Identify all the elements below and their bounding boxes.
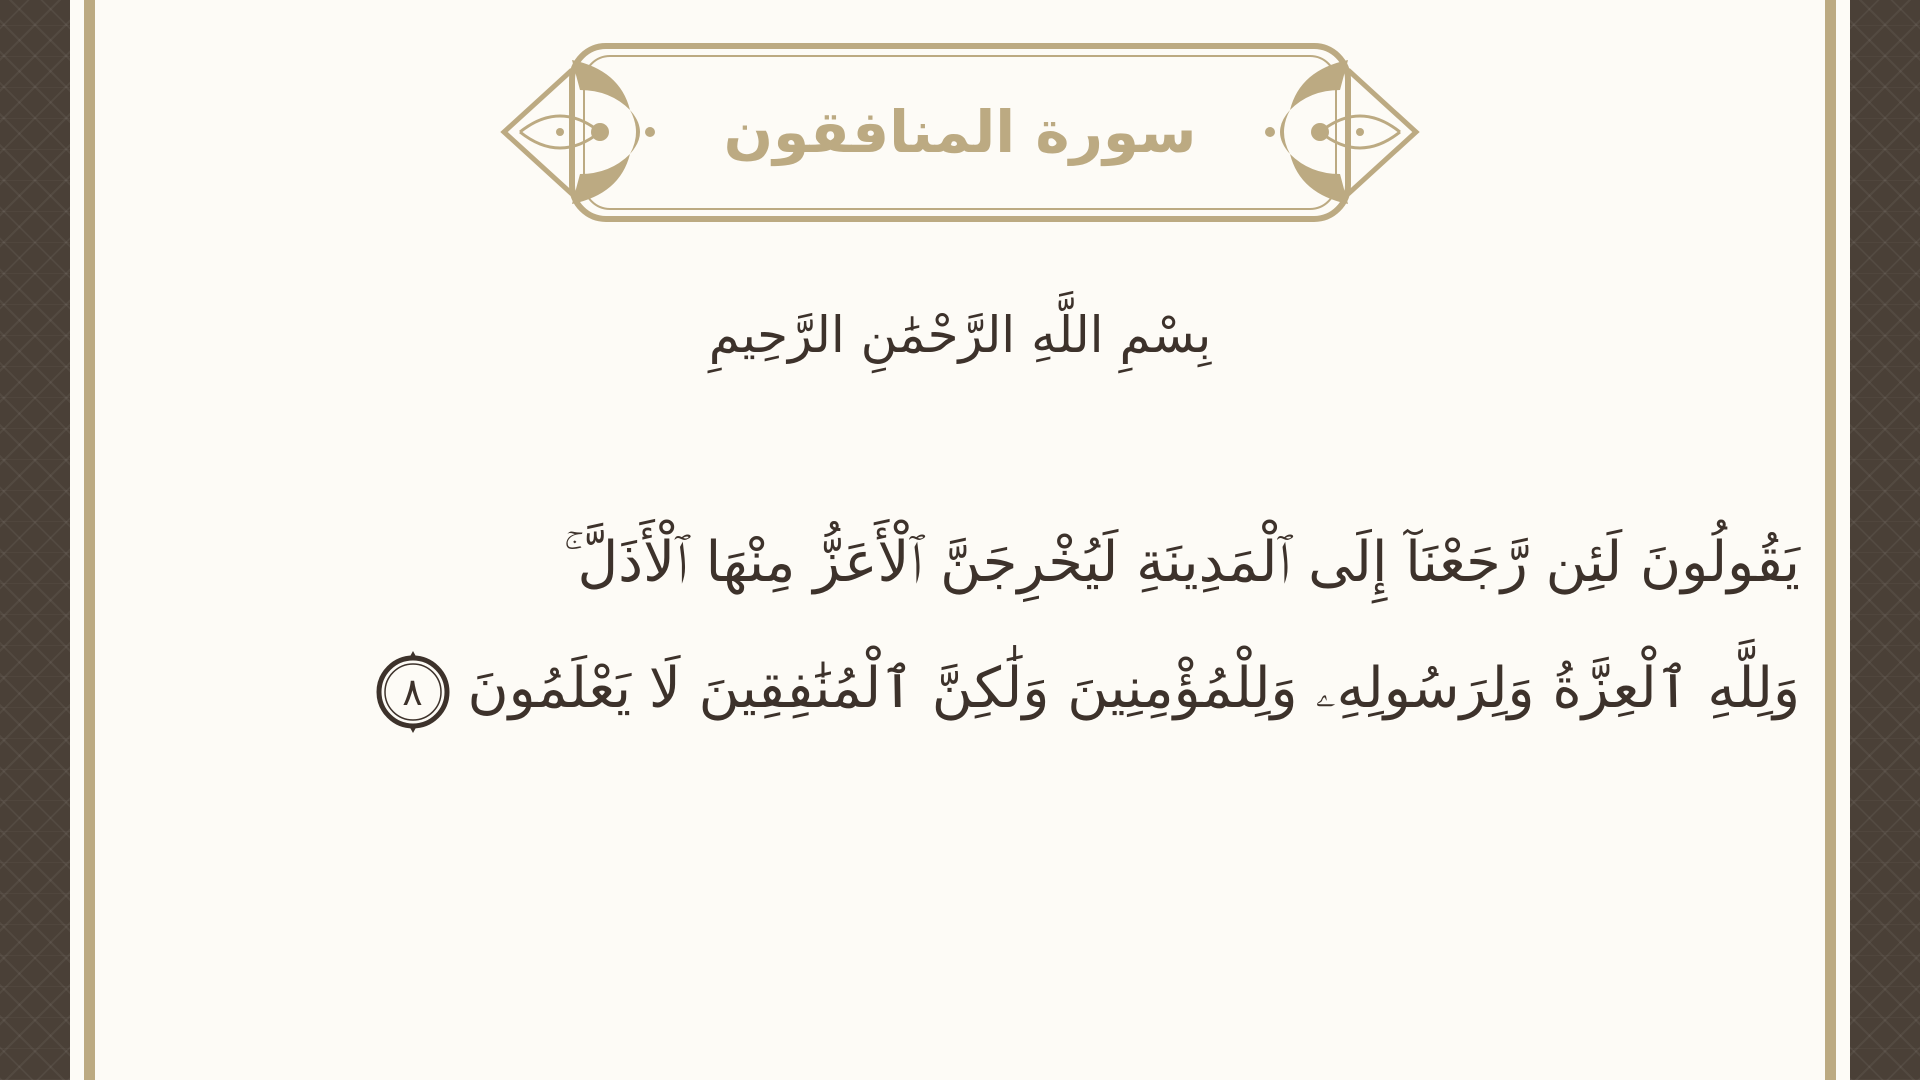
right-gold-rule [1825, 0, 1836, 1080]
verse-line-1: يَقُولُونَ لَئِن رَّجَعْنَآ إِلَى ٱلْمَدِينَةِ لَيُخْرِجَنَّ ٱلْأَعَزُّ مِنْهَا ٱلْأَذَلَّ ۚ [563, 530, 1800, 595]
right-border-pattern [1850, 0, 1920, 1080]
ayah-number: ٨ [402, 669, 423, 714]
verse-line-2-text: وَلِلَّهِ ٱلْعِزَّةُ وَلِرَسُولِهِۦ وَلِلْمُؤْمِنِينَ وَلَٰكِنَّ ٱلْمُنَٰفِقِينَ لَا يَعْلَمُونَ [467, 656, 1800, 721]
left-border-pattern [0, 0, 70, 1080]
verse-line-2 [285, 626, 1800, 752]
ayah-number-marker [372, 651, 454, 733]
verse-text [285, 500, 1800, 752]
surah-title: سورة المنافقون [723, 98, 1197, 166]
surah-title-banner [500, 40, 1420, 225]
left-gold-rule [84, 0, 95, 1080]
basmala: بِسْمِ اللَّهِ الرَّحْمَٰنِ الرَّحِيمِ [708, 306, 1212, 364]
